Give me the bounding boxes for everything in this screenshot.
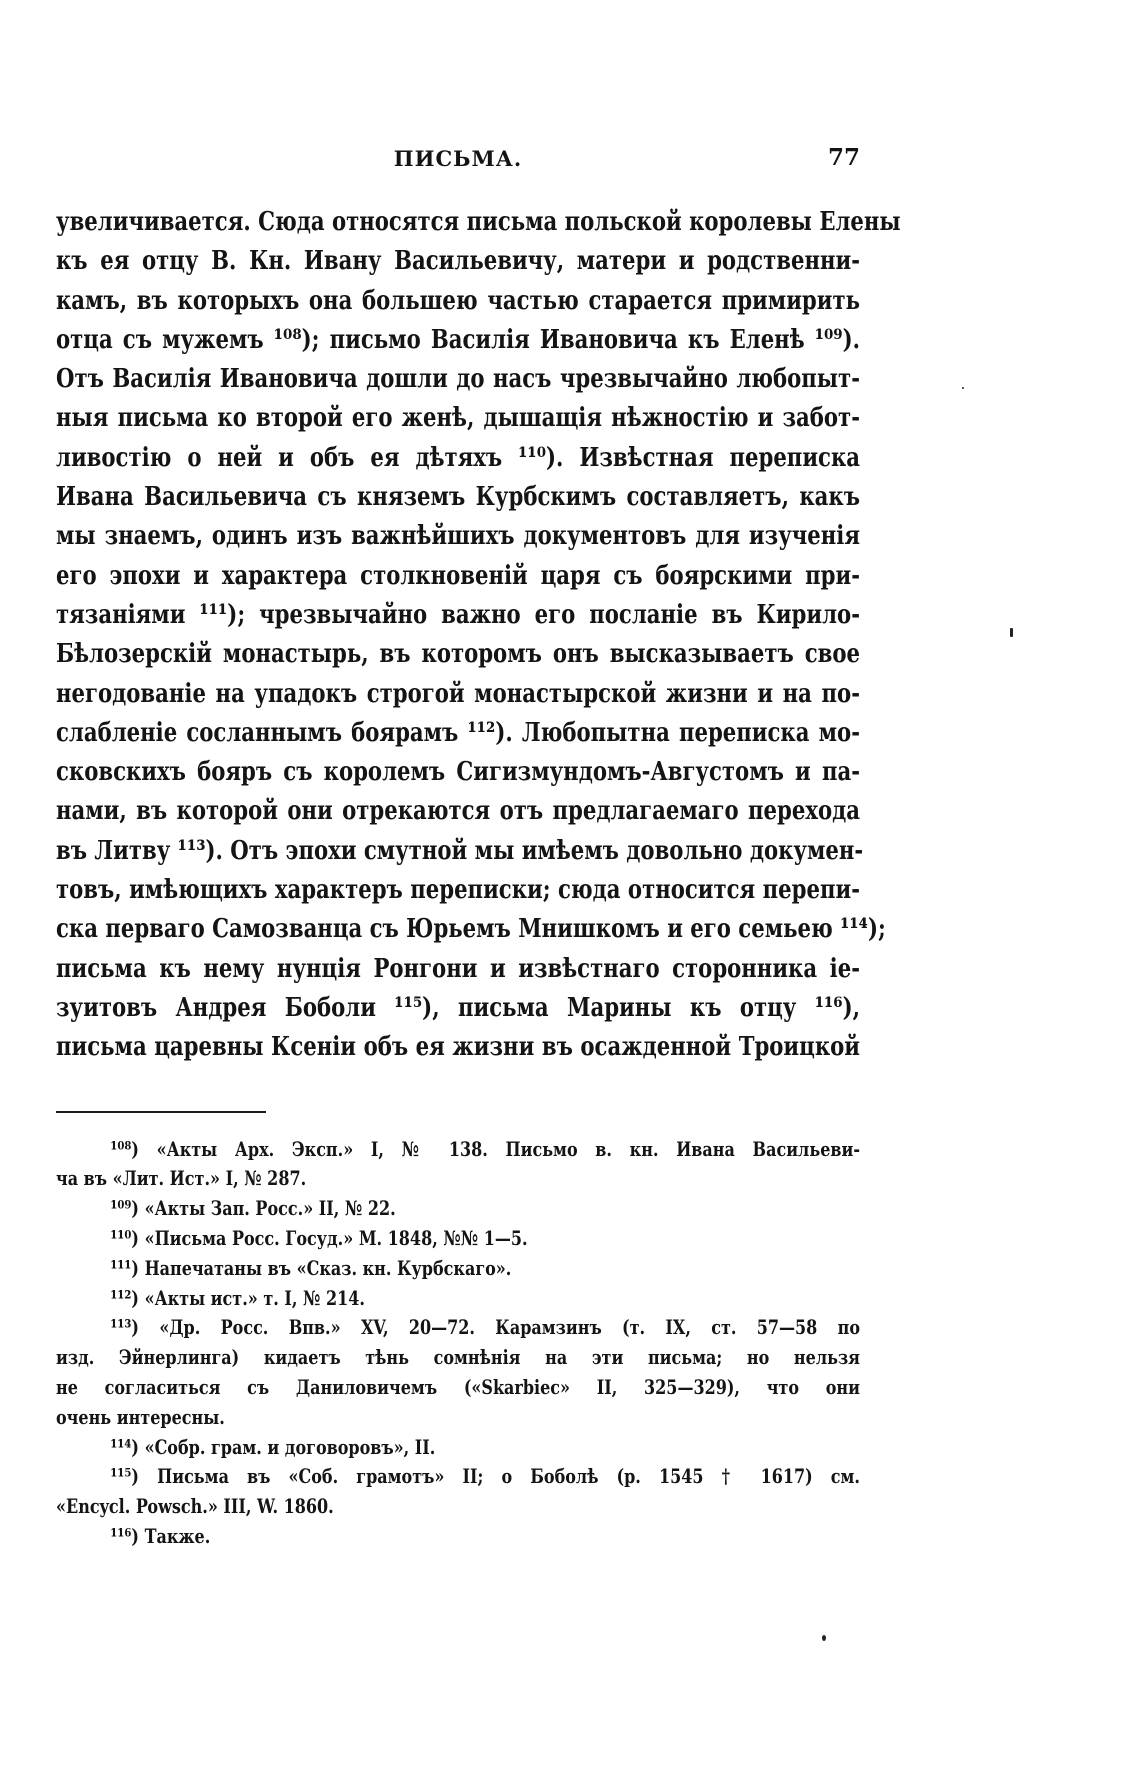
text-line: Ивана Васильевича съ княземъ Курбскимъ составляетъ, какъ	[56, 481, 860, 513]
text-line: тязаніями ¹¹¹); чрезвычайно важно его посланіе въ Кирило-	[56, 598, 860, 630]
footnote-line: ча въ «Лит. Ист.» I, № 287.	[56, 1166, 307, 1191]
footnote-line: ¹¹⁰) «Письма Росс. Госуд.» М. 1848, №№ 1—5.	[110, 1225, 528, 1250]
footnote-line: ¹¹⁴) «Собр. грам. и договоровъ», II.	[110, 1434, 436, 1459]
footnote-line: не согласиться съ Даниловичемъ («Skarbiec» II, 325—329), что они	[56, 1374, 860, 1399]
footnote-line: ¹¹³) «Др. Росс. Впв.» XV, 20—72. Карамзинъ (т. IX, ст. 57—58 по	[110, 1315, 860, 1340]
text-line: зуитовъ Андрея Боболи ¹¹⁵), письма Марины къ отцу ¹¹⁶),	[56, 991, 860, 1023]
text-line: негодованіе на упадокъ строгой монастырской жизни и на по-	[56, 677, 860, 709]
footnote-line: очень интересны.	[56, 1404, 225, 1429]
footnotes	[56, 1135, 860, 1552]
text-line: отца съ мужемъ ¹⁰⁸); письмо Василія Ивановича къ Еленѣ ¹⁰⁹).	[56, 323, 860, 355]
text-line: письма къ нему нунція Ронгони и извѣстнаго сторонника іе-	[56, 952, 860, 984]
text-line: къ ея отцу В. Кн. Ивану Васильевичу, матери и родственни-	[56, 245, 860, 277]
text-line: Бѣлозерскій монастырь, въ которомъ онъ высказываетъ свое	[56, 638, 860, 670]
text-line: письма царевны Ксеніи объ ея жизни въ осажденной Троицкой	[56, 1031, 860, 1063]
footnote-line: ¹⁰⁸) «Акты Арх. Эксп.» I, № 138. Письмо в. кн. Ивана Васильеви-	[110, 1136, 860, 1161]
footnote-line: ¹¹⁵) Письма въ «Соб. грамотъ» II; о Боболѣ (р. 1545 † 1617) см.	[110, 1464, 860, 1489]
footnote-line: изд. Эйнерлинга) кидаетъ тѣнь сомнѣнія на эти письма; но нельзя	[56, 1345, 860, 1370]
footnote-line: ¹¹²) «Акты ист.» т. I, № 214.	[110, 1285, 365, 1310]
scan-speck	[1010, 628, 1013, 637]
text-line: слабленіе сосланнымъ боярамъ ¹¹²). Любопытна переписка мо-	[56, 716, 860, 748]
footnote-line: «Encycl. Powsch.» III, W. 1860.	[56, 1494, 334, 1519]
text-line: сковскихъ бояръ съ королемъ Сигизмундомъ-Августомъ и па-	[56, 756, 860, 788]
running-head	[56, 140, 860, 180]
book-page	[56, 140, 901, 1552]
main-text	[56, 202, 901, 1067]
text-line: ныя письма ко второй его женѣ, дышащія нѣжностію и забот-	[56, 402, 860, 434]
footnote-line: ¹¹⁶) Также.	[110, 1523, 211, 1548]
text-line: ска перваго Самозванца съ Юрьемъ Мнишкомъ и его семьею ¹¹⁴);	[56, 913, 886, 945]
page-number: 77	[827, 144, 860, 171]
text-line: въ Литву ¹¹³). Отъ эпохи смутной мы имѣемъ довольно докумен-	[56, 834, 864, 866]
text-line: его эпохи и характера столкновеній царя съ боярскими при-	[56, 559, 860, 591]
text-line: ливостію о ней и объ ея дѣтяхъ ¹¹⁰). Извѣстная переписка	[56, 441, 860, 473]
text-line: увеличивается. Сюда относятся письма польской королевы Елены	[56, 206, 901, 237]
text-line: нами, въ которой они отрекаются отъ предлагаемаго перехода	[56, 795, 860, 827]
footnote-line: ¹¹¹) Напечатаны въ «Сказ. кн. Курбскаго».	[110, 1255, 512, 1280]
footnote-line: ¹⁰⁹) «Акты Зап. Росс.» II, № 22.	[110, 1196, 396, 1221]
running-title: ПИСЬМА.	[393, 146, 523, 171]
scan-speck	[822, 1635, 826, 1641]
text-line: камъ, въ которыхъ она большею частью старается примирить	[56, 284, 860, 316]
text-line: товъ, имѣющихъ характеръ переписки; сюда относится перепи-	[56, 874, 860, 906]
scan-speck	[962, 387, 964, 389]
text-line: Отъ Василія Ивановича дошли до насъ чрезвычайно любопыт-	[56, 363, 860, 395]
footnote-divider	[56, 1111, 266, 1113]
text-line: мы знаемъ, одинъ изъ важнѣйшихъ документовъ для изученія	[56, 520, 860, 552]
